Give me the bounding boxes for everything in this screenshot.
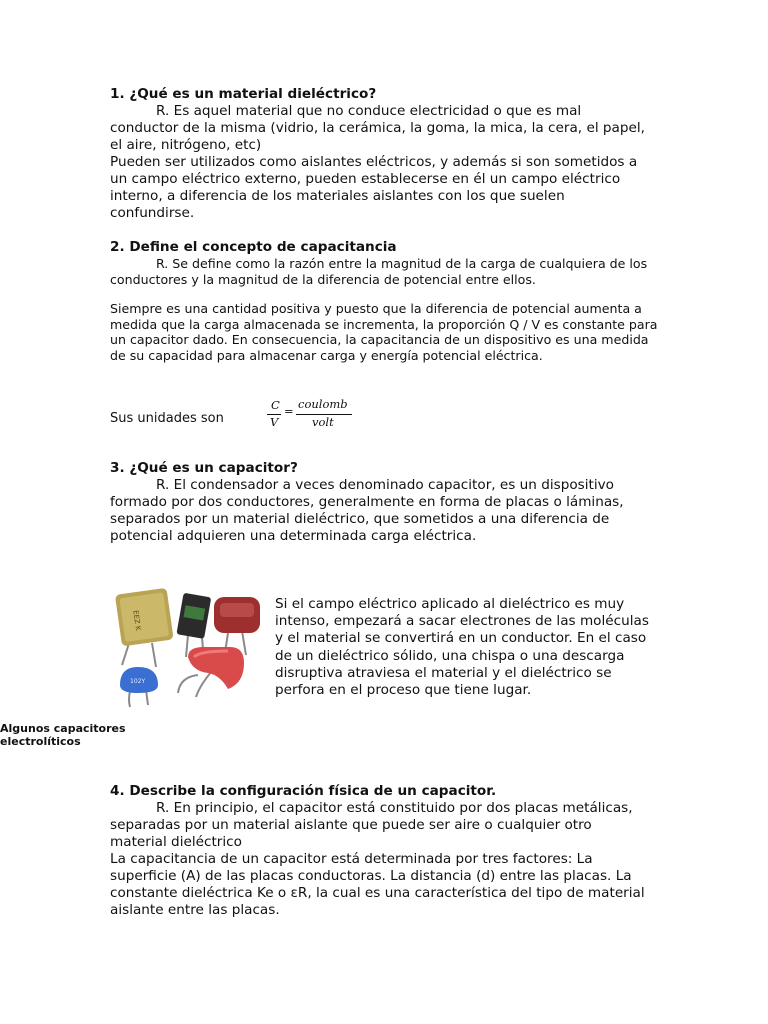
section-4-extra: La capacitancia de un capacitor está determinada por tres factores: La superficie (A) de las placas conductoras. La distancia (d) entre las placas. La constante dieléctrica Ke o εR, la cual es una característica del tipo de material aislante entre las placas.	[110, 851, 645, 918]
image-caption: Algunos capacitores electrolíticos	[0, 722, 126, 748]
section-2-title: 2. Define el concepto de capacitancia	[110, 239, 397, 255]
formula-equals: =	[284, 404, 294, 418]
section-4-title: 4. Describe la configuración física de un capacitor.	[110, 783, 497, 799]
capacitor-black	[176, 593, 211, 639]
formula-v: V	[270, 415, 279, 429]
section-4	[110, 783, 650, 919]
formula-coulomb: coulomb	[298, 397, 348, 411]
capacitor-beige	[115, 588, 174, 647]
section-2	[110, 239, 660, 364]
section-2-answer: R. Se define como la razón entre la magnitud de la carga de cualquiera de los conductores y la magnitud de la diferencia de potencial entre ellos.	[110, 256, 648, 287]
section-3	[110, 460, 650, 545]
formula-volt: volt	[312, 415, 334, 429]
formula-c: C	[271, 398, 280, 412]
section-1-title: 1. ¿Qué es un material dieléctrico?	[110, 86, 377, 102]
section-1-extra: Pueden ser utilizados como aislantes eléctricos, y además si son sometidos a un campo eléctrico externo, pueden establecerse en él un campo eléctrico interno, a diferencia de los materiales aislantes con los que suelen confundirse.	[110, 154, 638, 221]
svg-text:102Y: 102Y	[130, 678, 146, 685]
units-label: Sus unidades son	[110, 411, 224, 426]
section-1	[110, 86, 650, 222]
section-3-side-text: Si el campo eléctrico aplicado al dieléctrico es muy intenso, empezará a sacar electrones de las moléculas y el material se convertirá en un conductor. En el caso de un dieléctrico sólido, una chispa o una descarga disruptiva atraviesa el material y el dieléctrico se perfora en el proceso que tiene lugar.	[275, 596, 649, 699]
capacitor-red	[188, 647, 244, 689]
section-3-answer: R. El condensador a veces denominado capacitor, es un dispositivo formado por dos conductores, generalmente en forma de placas o láminas, separados por un material dieléctrico, que sometidos a una diferencia de potencial adquieren una determinada carga eléctrica.	[110, 477, 624, 544]
capacitors-image	[110, 585, 270, 710]
section-1-answer: R. Es aquel material que no conduce electricidad o que es mal conductor de la misma (vidrio, la cerámica, la goma, la mica, la cera, el papel, el aire, nitrógeno, etc)	[110, 103, 645, 153]
capacitor-maroon	[214, 597, 260, 633]
section-4-answer: R. En principio, el capacitor está constituido por dos placas metálicas, separadas por un material aislante que puede ser aire o cualquier otro material dieléctrico	[110, 800, 633, 850]
section-2-extra: Siempre es una cantidad positiva y puesto que la diferencia de potencial aumenta a medida que la carga almacenada se incrementa, la proporción Q / V es constante para un capacitor dado. En consecuencia, la capacitancia de un dispositivo es una medida de su capacidad para almacenar carga y energía potencial eléctrica.	[110, 301, 658, 363]
capacitor-blue	[120, 667, 158, 693]
section-3-title: 3. ¿Qué es un capacitor?	[110, 460, 298, 476]
svg-text:EEZ K: EEZ K	[131, 609, 143, 632]
